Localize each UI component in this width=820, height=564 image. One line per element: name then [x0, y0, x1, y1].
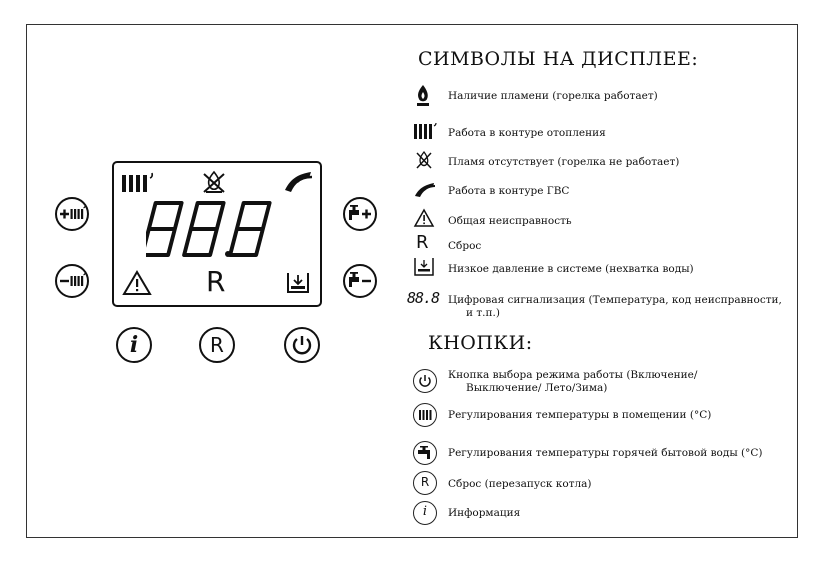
reset-icon: R: [416, 232, 429, 253]
button-text-heating: Регулирования температуры в помещении (°С): [448, 409, 712, 421]
hot-water-minus-button[interactable]: [343, 264, 377, 298]
button-text-power: Кнопка выбора режима работы (Включение/: [448, 369, 698, 381]
info-button[interactable]: [116, 327, 152, 363]
lcd-display-panel: [112, 161, 322, 307]
symbol-text-flame: Наличие пламени (горелка работает): [448, 90, 658, 102]
low-pressure-icon: [413, 256, 435, 278]
info-icon: i: [129, 332, 139, 358]
symbol-text-digits: Цифровая сигнализация (Температура, код неисправности,: [448, 294, 782, 306]
legend-hot-water-button: [413, 441, 437, 465]
legend-info-button: [413, 501, 437, 525]
symbol-text-low-pressure: Низкое давление в системе (нехватка воды): [448, 263, 694, 275]
flame-icon: [414, 84, 432, 108]
hot-water-tap-icon: [413, 180, 437, 198]
no-flame-icon: [201, 170, 227, 194]
digits-icon: 88.8: [407, 289, 440, 307]
button-text-reset: Сброс (перезапуск котла): [448, 478, 592, 490]
button-text-power-2: Выключение/ Лето/Зима): [466, 382, 608, 394]
symbol-text-heating: Работа в контуре отопления: [448, 127, 606, 139]
heating-plus-icon: [57, 199, 87, 229]
no-flame-icon: [414, 150, 434, 170]
symbol-text-dhw: Работа в контуре ГВС: [448, 185, 570, 197]
power-button[interactable]: [284, 327, 320, 363]
symbol-text-reset: Сброс: [448, 240, 482, 252]
info-icon: i: [422, 504, 428, 519]
symbol-text-fault: Общая неисправность: [448, 215, 572, 227]
reset-icon: R: [420, 475, 430, 489]
heating-minus-button[interactable]: [55, 264, 89, 298]
hot-water-plus-button[interactable]: [343, 197, 377, 231]
symbols-heading: СИМВОЛЫ НА ДИСПЛЕЕ:: [418, 48, 699, 70]
radiator-icon: [414, 404, 436, 426]
tap-minus-icon: [345, 266, 375, 296]
low-pressure-icon: [285, 270, 311, 296]
button-text-hot-water: Регулирования температуры горячей бытовой воды (°С): [448, 447, 763, 459]
warning-icon: [122, 270, 152, 296]
reset-indicator: R: [206, 265, 226, 298]
warning-icon: [413, 208, 435, 228]
tap-icon: [414, 442, 436, 464]
reset-icon: R: [210, 333, 224, 357]
tap-plus-icon: [345, 199, 375, 229]
buttons-heading: КНОПКИ:: [428, 332, 533, 354]
hot-water-flow-icon: [281, 168, 315, 194]
power-icon: [414, 370, 436, 392]
symbol-text-digits-2: и т.п.): [466, 307, 500, 319]
reset-button[interactable]: [199, 327, 235, 363]
heating-plus-button[interactable]: [55, 197, 89, 231]
radiator-icon: [413, 121, 439, 141]
legend-reset-button: [413, 471, 437, 495]
power-icon: [286, 329, 318, 361]
seven-segment-digits: [146, 199, 286, 259]
legend-heating-button: [413, 403, 437, 427]
radiator-icon: [121, 172, 161, 194]
heating-minus-icon: [57, 266, 87, 296]
symbol-text-no-flame: Пламя отсутствует (горелка не работает): [448, 156, 680, 168]
button-text-info: Информация: [448, 507, 521, 519]
legend-power-button: [413, 369, 437, 393]
